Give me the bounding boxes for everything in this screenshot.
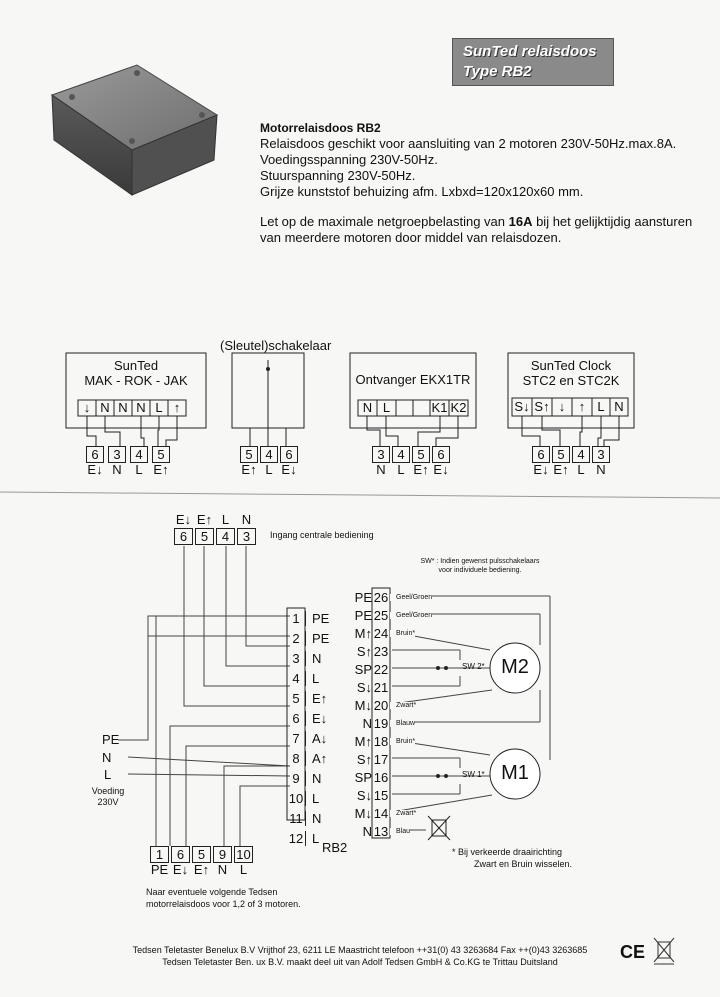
title-line2: Type RB2 xyxy=(463,63,532,80)
receiver-cells xyxy=(358,400,468,415)
terminal-number: 26 xyxy=(373,589,389,605)
receiver-cell xyxy=(396,400,413,415)
switch-title: (Sleutel)schakelaar xyxy=(220,338,332,353)
clock-terminals xyxy=(532,446,610,463)
terminal: 5 xyxy=(195,528,214,545)
supply-caption xyxy=(78,786,138,808)
terminal-number: 9 xyxy=(287,771,306,786)
receiver-cell: K2 xyxy=(450,400,467,415)
terminal-label: E↑ xyxy=(413,462,429,477)
terminal-number: 20 xyxy=(373,697,389,713)
footer xyxy=(0,944,720,968)
switch-labels xyxy=(240,462,298,477)
wire-note-line2: Zwart en Bruin wisselen. xyxy=(474,859,573,869)
left-terminal-row xyxy=(287,788,337,808)
terminal-function: S↑ xyxy=(356,643,372,659)
terminal-function: PE xyxy=(354,589,372,605)
clock-cells xyxy=(512,399,628,414)
terminal-number: 17 xyxy=(373,751,389,767)
terminal-label: E↓ xyxy=(87,462,103,477)
left-terminal-row xyxy=(287,628,337,648)
terminal-number: 22 xyxy=(373,661,389,677)
terminal-number: 4 xyxy=(287,671,306,686)
terminal-function: E↑ xyxy=(312,690,328,706)
central-terminals xyxy=(174,528,256,545)
clock-cell: ↓ xyxy=(558,399,566,414)
terminal: 3 xyxy=(108,446,126,463)
switch-sw2-label: SW 2* xyxy=(462,662,485,671)
clock-labels xyxy=(532,462,610,477)
wire-color: Bruin* xyxy=(390,630,415,637)
left-terminal-row xyxy=(287,808,337,828)
terminal: 9 xyxy=(213,846,232,863)
terminal: 10 xyxy=(234,846,253,863)
receiver-title: Ontvanger EKX1TR xyxy=(355,372,471,387)
right-terminal-row xyxy=(340,678,480,696)
terminal-label: N xyxy=(217,862,228,877)
terminal-function: N xyxy=(362,715,372,731)
terminal-label: L xyxy=(577,462,585,477)
wire-note-line1: * Bij verkeerde draairichting xyxy=(452,847,563,857)
motor-m1-label: M1 xyxy=(501,762,529,784)
clock-title-line2: STC2 en STC2K xyxy=(522,373,620,388)
terminal-function: L xyxy=(312,790,320,806)
right-terminal-row xyxy=(340,714,480,732)
right-terminal-row xyxy=(340,642,480,660)
terminal-label: E↓ xyxy=(175,512,192,527)
right-terminal-row xyxy=(340,624,480,642)
terminal-label: E↓ xyxy=(533,462,549,477)
terminal: 4 xyxy=(392,446,410,463)
terminal-label: E↑ xyxy=(553,462,569,477)
switch-terminals xyxy=(240,446,298,463)
supply-pe-label: PE xyxy=(102,732,120,747)
terminal-number: 2 xyxy=(287,631,306,646)
next-caption-line2: motorrelaisdoos voor 1,2 of 3 motoren. xyxy=(146,899,301,909)
wire-color: Blau xyxy=(390,828,410,835)
terminal-label: E↑ xyxy=(153,462,169,477)
terminal-function: S↓ xyxy=(356,787,372,803)
clock-cell: N xyxy=(614,399,624,414)
terminal-number: 11 xyxy=(287,811,306,826)
terminal-number: 12 xyxy=(287,831,306,846)
left-terminal-block xyxy=(287,608,337,848)
terminal: 5 xyxy=(192,846,211,863)
terminal-label: E↑ xyxy=(241,462,257,477)
next-terminals xyxy=(150,846,253,863)
receiver-labels xyxy=(372,462,450,477)
terminal-number: 21 xyxy=(373,679,389,695)
next-labels xyxy=(150,862,253,877)
central-caption: Ingang centrale bediening xyxy=(270,530,374,540)
terminal-label: N xyxy=(596,462,606,477)
note-bold: 16A xyxy=(508,214,533,229)
rb2-label: RB2 xyxy=(322,840,348,855)
terminal-function: M↓ xyxy=(354,697,372,713)
terminal-label: L xyxy=(397,462,405,477)
terminal-label: L xyxy=(135,462,143,477)
terminal: 5 xyxy=(552,446,570,463)
right-terminal-block xyxy=(340,588,480,840)
supply-caption-line1: Voeding xyxy=(91,786,125,796)
terminal-number: 10 xyxy=(287,791,306,806)
receiver-cell: L xyxy=(382,400,391,415)
terminal-function: L xyxy=(312,670,320,686)
clock-cell: ↑ xyxy=(578,399,586,414)
terminal-number: 3 xyxy=(287,651,306,666)
right-terminal-row xyxy=(340,732,480,750)
wire-note xyxy=(452,846,572,870)
terminal: 5 xyxy=(412,446,430,463)
terminal-number: 16 xyxy=(373,769,389,785)
terminal-label: E↑ xyxy=(196,512,213,527)
right-terminal-row xyxy=(340,588,480,606)
terminal-number: 15 xyxy=(373,787,389,803)
terminal: 4 xyxy=(216,528,235,545)
description-line: Voedingsspanning 230V-50Hz. xyxy=(260,152,438,167)
terminal-function: M↑ xyxy=(354,733,372,749)
terminal-number: 8 xyxy=(287,751,306,766)
terminal-number: 14 xyxy=(373,805,389,821)
right-terminal-row xyxy=(340,768,480,786)
footer-line2: Tedsen Teletaster Ben. ux B.V. maakt deel uit van Adolf Tedsen GmbH & Co.KG te Trittau Duitsland xyxy=(162,957,558,967)
wire-color: Blauw xyxy=(390,720,415,727)
terminal-number: 25 xyxy=(373,607,389,623)
right-terminal-row xyxy=(340,786,480,804)
right-terminal-row xyxy=(340,804,480,822)
mak-terminals xyxy=(86,446,170,463)
mak-labels xyxy=(86,462,170,477)
receiver-cell xyxy=(413,400,430,415)
terminal-label: E↑ xyxy=(193,862,210,877)
terminal-number: 5 xyxy=(287,691,306,706)
terminal-function: E↓ xyxy=(312,710,328,726)
terminal: 6 xyxy=(86,446,104,463)
next-caption-line1: Naar eventuele volgende Tedsen xyxy=(146,887,278,897)
terminal-function: M↓ xyxy=(354,805,372,821)
terminal-function: SP xyxy=(354,661,372,677)
receiver-terminals xyxy=(372,446,450,463)
wire-color: Geel/Groen xyxy=(390,612,432,619)
terminal: 5 xyxy=(240,446,258,463)
clock-cell: S↑ xyxy=(534,399,550,414)
terminal-function: N xyxy=(312,650,322,666)
clock-cell: S↓ xyxy=(514,399,530,414)
mak-cell: L xyxy=(155,400,163,415)
description-line: Stuurspanning 230V-50Hz. xyxy=(260,168,416,183)
description-line: Grijze kunststof behuizing afm. Lxbxd=120x120x60 mm. xyxy=(260,184,584,199)
mak-title-line2: MAK - ROK - JAK xyxy=(84,373,188,388)
terminal-number: 6 xyxy=(287,711,306,726)
title-line1: SunTed relaisdoos xyxy=(463,43,597,60)
terminal-label: E↓ xyxy=(433,462,449,477)
left-terminal-row xyxy=(287,668,337,688)
left-terminal-row xyxy=(287,728,337,748)
terminal-label: N xyxy=(376,462,386,477)
left-terminal-row xyxy=(287,768,337,788)
terminal: 6 xyxy=(532,446,550,463)
terminal-function: N xyxy=(312,810,322,826)
clock-cell: L xyxy=(597,399,605,414)
mak-cell: N xyxy=(118,400,128,415)
terminal: 5 xyxy=(152,446,170,463)
terminal-number: 23 xyxy=(373,643,389,659)
terminal-function: A↓ xyxy=(312,730,328,746)
terminal-function: N xyxy=(362,823,372,839)
terminal: 1 xyxy=(150,846,169,863)
left-terminal-row xyxy=(287,688,337,708)
mak-cell: ↓ xyxy=(83,400,91,415)
wire-color: Zwart* xyxy=(390,702,416,709)
right-terminal-row xyxy=(340,750,480,768)
terminal-number: 1 xyxy=(287,611,306,626)
note-post: bij het gelijktijdig aansturen van meerdere motoren door middel van relaisdozen. xyxy=(260,214,693,245)
terminal: 3 xyxy=(372,446,390,463)
next-caption xyxy=(146,886,301,910)
left-terminal-row xyxy=(287,708,337,728)
mak-cells xyxy=(78,400,186,415)
supply-n-label: N xyxy=(102,750,112,765)
sw-note xyxy=(390,557,570,575)
right-terminal-row xyxy=(340,606,480,624)
terminal-label: E↓ xyxy=(172,862,189,877)
terminal-number: 13 xyxy=(373,823,389,839)
terminal-label: L xyxy=(265,462,273,477)
wire-color: Zwart* xyxy=(390,810,416,817)
right-terminal-row xyxy=(340,822,480,840)
terminal-label: L xyxy=(221,512,230,527)
wire-color: Geel/Groen xyxy=(390,594,432,601)
terminal-label: PE xyxy=(150,862,169,877)
terminal: 6 xyxy=(280,446,298,463)
description-line: Relaisdoos geschikt voor aansluiting van 2 motoren 230V-50Hz.max.8A. xyxy=(260,136,677,151)
mak-title-line1: SunTed xyxy=(113,358,159,373)
terminal-label: L xyxy=(239,862,248,877)
terminal-function: PE xyxy=(312,610,330,626)
terminal-label: N xyxy=(112,462,122,477)
terminal: 4 xyxy=(572,446,590,463)
terminal-function: PE xyxy=(354,607,372,623)
terminal-function: S↑ xyxy=(356,751,372,767)
switch-sw1-label: SW 1* xyxy=(462,770,485,779)
terminal-number: 24 xyxy=(373,625,389,641)
motor-m2-label: M2 xyxy=(501,656,529,678)
wire-color: Bruin* xyxy=(390,738,415,745)
terminal-label: E↓ xyxy=(281,462,297,477)
mak-title xyxy=(66,358,206,388)
terminal: 4 xyxy=(130,446,148,463)
terminal-function: L xyxy=(312,830,320,846)
receiver-cell: K1 xyxy=(431,400,448,415)
terminal-number: 7 xyxy=(287,731,306,746)
central-labels xyxy=(174,512,256,527)
right-terminal-row xyxy=(340,696,480,714)
left-terminal-row xyxy=(287,748,337,768)
terminal-function: N xyxy=(312,770,322,786)
sw-note-line1: SW* : Indien gewenst pulsschakelaars xyxy=(420,558,540,565)
terminal-number: 18 xyxy=(373,733,389,749)
footer-line1: Tedsen Teletaster Benelux B.V Vrijthof 23, 6211 LE Maastricht telefoon ++31(0) 43 3263684 Fax ++(0)43 3263685 xyxy=(132,945,588,955)
terminal-function: PE xyxy=(312,630,330,646)
terminal: 3 xyxy=(592,446,610,463)
terminal: 6 xyxy=(174,528,193,545)
terminal-function: S↓ xyxy=(356,679,372,695)
note-pre: Let op de maximale netgroepbelasting van xyxy=(260,214,509,229)
clock-title-line1: SunTed Clock xyxy=(530,358,612,373)
supply-l-label: L xyxy=(104,767,112,782)
terminal: 3 xyxy=(237,528,256,545)
sw-note-line2: voor individuele bediening. xyxy=(438,567,522,574)
supply-caption-line2: 230V xyxy=(97,797,119,807)
terminal: 4 xyxy=(260,446,278,463)
description-heading: Motorrelaisdoos RB2 xyxy=(260,121,381,135)
right-terminal-row xyxy=(340,660,480,678)
terminal-number: 19 xyxy=(373,715,389,731)
terminal-function: SP xyxy=(354,769,372,785)
ce-mark: CE xyxy=(620,942,646,962)
terminal-label: N xyxy=(241,512,252,527)
terminal: 6 xyxy=(171,846,190,863)
terminal-function: M↑ xyxy=(354,625,372,641)
terminal: 6 xyxy=(432,446,450,463)
clock-title xyxy=(508,358,634,388)
left-terminal-row xyxy=(287,648,337,668)
receiver-cell: N xyxy=(362,400,373,415)
mak-cell: ↑ xyxy=(173,400,181,415)
terminal-function: A↑ xyxy=(312,750,328,766)
mak-cell: N xyxy=(100,400,110,415)
left-terminal-row xyxy=(287,608,337,628)
mak-cell: N xyxy=(136,400,146,415)
